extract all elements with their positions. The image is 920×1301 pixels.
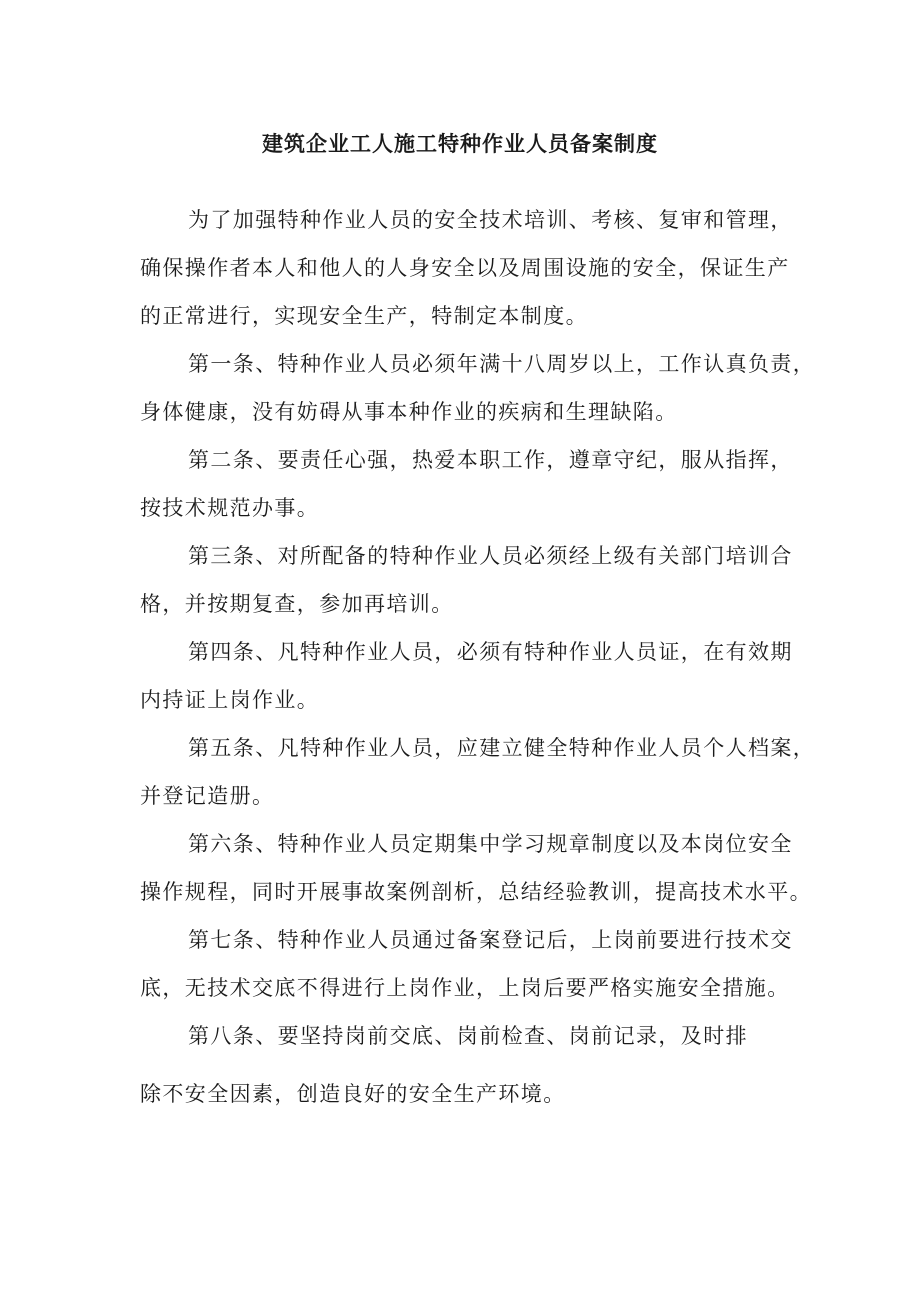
paragraph-line: 第七条、特种作业人员通过备案登记后，上岗前要进行技术交 [188,928,793,952]
paragraph-line: 第四条、凡特种作业人员，必须有特种作业人员证，在有效期 [188,640,793,664]
paragraph-article-3 [140,532,793,628]
paragraph-line: 第一条、特种作业人员必须年满十八周岁以上，工作认真负责， [188,352,816,376]
paragraph-article-4 [140,628,793,724]
paragraph-line: 按技术规范办事。 [140,496,320,520]
paragraph-line: 内持证上岗作业。 [140,688,320,712]
paragraph-line: 身体健康，没有妨碍从事本种作业的疾病和生理缺陷。 [140,400,678,424]
paragraph-line: 的正常进行，实现安全生产，特制定本制度。 [140,304,588,328]
paragraph-line: 并登记造册。 [140,784,275,808]
paragraph-line: 底，无技术交底不得进行上岗作业，上岗后要严格实施安全措施。 [140,976,790,1000]
paragraph-line: 除不安全因素，创造良好的安全生产环境。 [140,1082,566,1106]
paragraph-line: 为了加强特种作业人员的安全技术培训、考核、复审和管理， [188,208,793,232]
paragraph-line: 第六条、特种作业人员定期集中学习规章制度以及本岗位安全 [188,832,793,856]
paragraph-line: 格，并按期复查，参加再培训。 [140,592,454,616]
paragraph-article-1 [140,340,816,436]
paragraph-article-8 [140,1012,782,1118]
paragraph-line: 第三条、对所配备的特种作业人员必须经上级有关部门培训合 [188,544,793,568]
paragraph-intro [140,196,793,340]
paragraph-article-7 [140,916,793,1012]
paragraph-line: 操作规程，同时开展事故案例剖析，总结经验教训，提高技术水平。 [140,880,812,904]
paragraph-line: 第八条、要坚持岗前交底、岗前检查、岗前记录，及时排 [188,1024,748,1048]
paragraph-article-2 [140,436,793,532]
paragraph-line: 第五条、凡特种作业人员，应建立健全特种作业人员个人档案， [188,736,816,760]
document-title: 建筑企业工人施工特种作业人员备案制度 [262,131,658,156]
paragraph-article-6 [140,820,812,916]
paragraph-line: 确保操作者本人和他人的人身安全以及周围设施的安全，保证生产 [140,256,790,280]
paragraph-line: 第二条、要责任心强，热爱本职工作，遵章守纪，服从指挥， [188,448,793,472]
paragraph-article-5 [140,724,816,820]
document-body [140,196,816,1118]
